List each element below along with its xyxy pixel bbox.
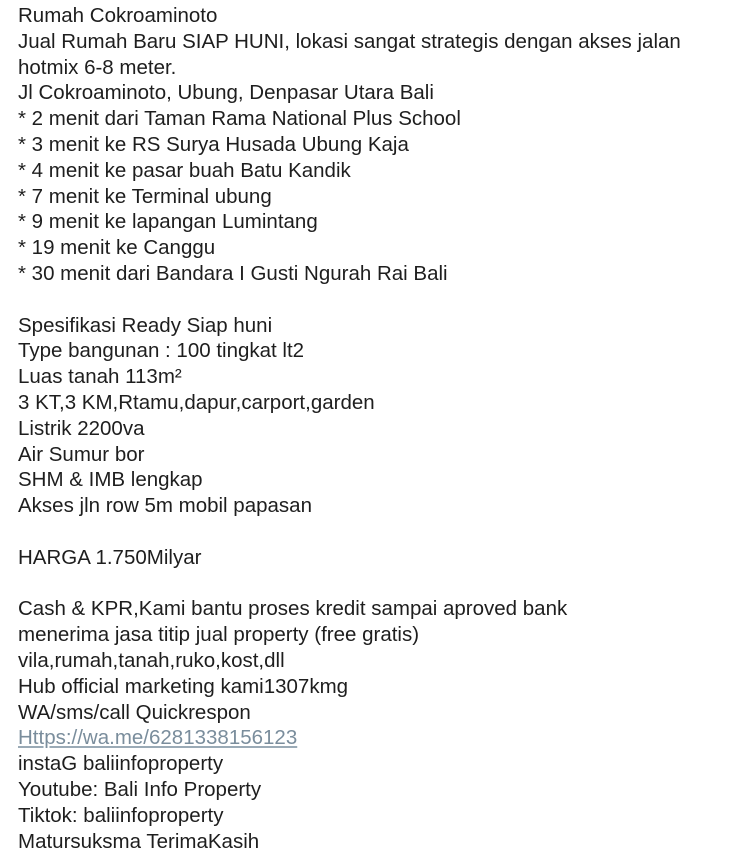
listing-post — [18, 3, 744, 854]
post-title: Rumah Cokroaminoto — [18, 4, 218, 27]
social-line: Youtube: Bali Info Property — [18, 777, 262, 801]
spacer — [18, 519, 744, 545]
contact-line: menerima jasa titip jual property (free gratis) — [18, 623, 420, 647]
distance-list — [18, 106, 744, 287]
post-address: Jl Cokroaminoto, Ubung, Denpasar Utara Bali — [18, 81, 434, 105]
contact-section — [18, 596, 744, 854]
spec-item: SHM & IMB lengkap — [18, 468, 203, 492]
distance-item: * 7 menit ke Terminal ubung — [18, 184, 272, 208]
contact-line: vila,rumah,tanah,ruko,kost,dll — [18, 648, 285, 672]
spec-item: Type bangunan : 100 tingkat lt2 — [18, 339, 305, 363]
whatsapp-link[interactable]: Https://wa.me/6281338156123 — [18, 726, 298, 750]
distance-item: * 30 menit dari Bandara I Gusti Ngurah Rai Bali — [18, 261, 448, 285]
specs-list — [18, 338, 744, 519]
post-intro: Jual Rumah Baru SIAP HUNI, lokasi sangat strategis dengan akses jalan hotmix 6-8 meter. — [18, 29, 681, 79]
spacer — [18, 571, 744, 597]
spec-item: 3 KT,3 KM,Rtamu,dapur,carport,garden — [18, 390, 375, 414]
spacer — [18, 287, 744, 313]
distance-item: * 19 menit ke Canggu — [18, 236, 216, 260]
spec-item: Air Sumur bor — [18, 442, 145, 466]
contact-line: Cash & KPR,Kami bantu proses kredit sampai aproved bank — [18, 597, 568, 621]
specs-heading: Spesifikasi Ready Siap huni — [18, 313, 273, 337]
distance-item: * 3 menit ke RS Surya Husada Ubung Kaja — [18, 132, 409, 156]
social-line: Tiktok: baliinfoproperty — [18, 803, 224, 827]
distance-item: * 4 menit ke pasar buah Batu Kandik — [18, 158, 351, 182]
price-label: HARGA 1.750Milyar — [18, 545, 202, 569]
closing-line: Matursuksma TerimaKasih — [18, 829, 260, 853]
spec-item: Luas tanah 113m² — [18, 365, 182, 389]
distance-item: * 9 menit ke lapangan Lumintang — [18, 210, 318, 234]
spec-item: Akses jln row 5m mobil papasan — [18, 494, 312, 518]
distance-item: * 2 menit dari Taman Rama National Plus School — [18, 107, 461, 131]
contact-line: WA/sms/call Quickrespon — [18, 700, 251, 724]
contact-line: Hub official marketing kami1307kmg — [18, 674, 349, 698]
social-line: instaG baliinfoproperty — [18, 752, 224, 776]
spec-item: Listrik 2200va — [18, 416, 145, 440]
